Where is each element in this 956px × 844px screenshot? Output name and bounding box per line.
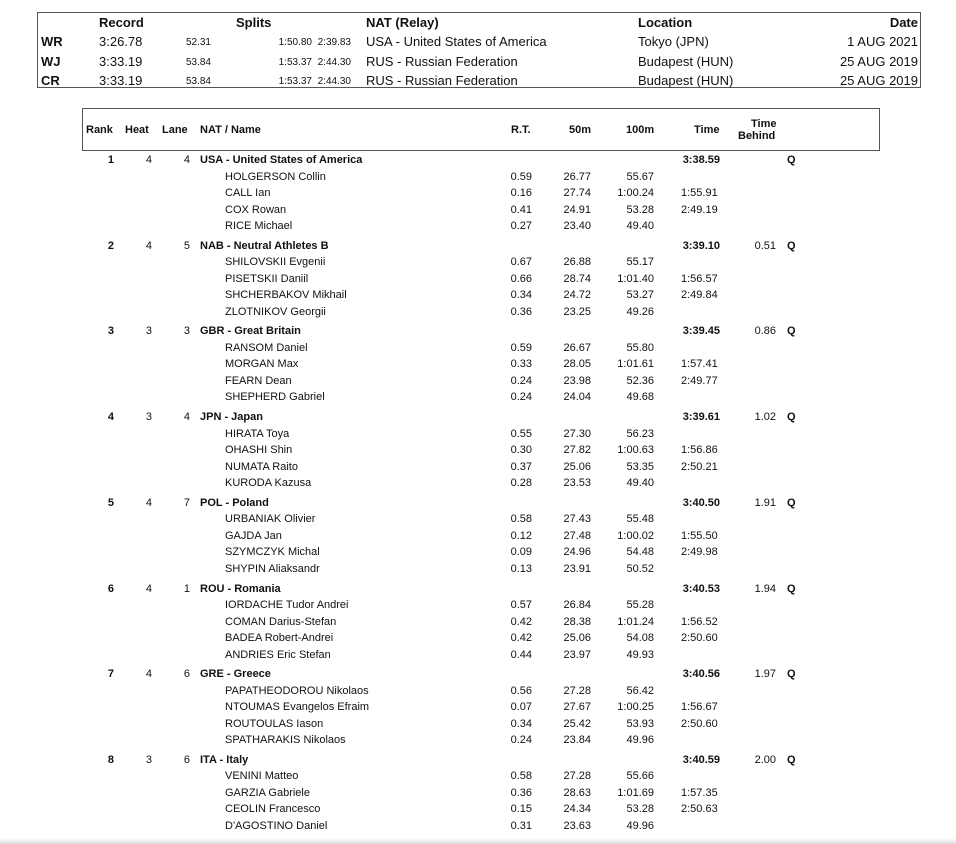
reaction-time: 0.07 [510, 701, 532, 714]
heat: 4 [145, 582, 152, 595]
lane: 7 [183, 496, 190, 509]
team-time: 3:39.61 [682, 411, 720, 424]
split-50m: 23.97 [563, 648, 591, 661]
team-time: 3:39.45 [682, 325, 720, 338]
record-split-2: 1:53.37 [278, 76, 312, 87]
record-split-2: 1:50.80 [278, 37, 312, 48]
team-name: JPN - Japan [200, 411, 263, 424]
swimmer-name: CEOLIN Francesco [225, 803, 321, 816]
record-time: 3:26.78 [99, 34, 143, 49]
reaction-time: 0.30 [510, 444, 532, 457]
split-100m: 49.96 [626, 734, 654, 747]
swimmer-name: SHYPIN Aliaksandr [225, 562, 320, 575]
reaction-time: 0.44 [510, 648, 532, 661]
team-row [0, 153, 956, 169]
swimmer-name: ZLOTNIKOV Georgii [225, 305, 326, 318]
cumulative-time: 1:55.91 [681, 187, 718, 199]
split-50m: 27.30 [563, 427, 591, 440]
record-split-3: 2:44.30 [317, 76, 351, 87]
swimmer-row [0, 802, 956, 818]
split-100m: 49.26 [626, 305, 654, 318]
split-50m: 23.25 [563, 305, 591, 318]
reaction-time: 0.16 [510, 187, 532, 199]
qualified-mark: Q [787, 325, 796, 338]
split-100m: 55.80 [626, 341, 654, 354]
swimmer-name: VENINI Matteo [225, 770, 299, 783]
split-50m: 26.67 [563, 341, 591, 354]
reaction-time: 0.55 [510, 427, 532, 440]
time-behind: 1.91 [754, 496, 776, 509]
swimmer-name: PAPATHEODOROU Nikolaos [225, 684, 369, 697]
team-row [0, 496, 956, 512]
split-50m: 25.06 [563, 460, 591, 473]
split-100m: 49.68 [626, 391, 654, 404]
records-table [37, 12, 921, 88]
heat: 4 [145, 496, 152, 509]
reaction-time: 0.36 [510, 305, 532, 318]
split-50m: 28.63 [563, 786, 591, 799]
record-split-1: 52.31 [185, 37, 211, 48]
split-100m: 55.48 [626, 513, 654, 526]
record-nat: USA - United States of America [366, 34, 547, 49]
split-50m: 23.98 [563, 374, 591, 387]
swimmer-name: NUMATA Raito [225, 460, 298, 473]
split-50m: 23.63 [563, 819, 591, 832]
cumulative-time: 2:49.77 [681, 374, 718, 387]
team-name: GBR - Great Britain [200, 325, 301, 338]
swimmer-row [0, 288, 956, 304]
split-100m: 54.08 [626, 632, 654, 644]
qualified-mark: Q [787, 668, 796, 681]
split-50m: 23.53 [563, 477, 591, 490]
lane: 6 [183, 753, 190, 766]
reaction-time: 0.09 [510, 546, 532, 559]
swimmer-row [0, 186, 956, 202]
qualified-mark: Q [787, 753, 796, 766]
header-100m: 100m [626, 124, 655, 136]
heat: 3 [145, 325, 152, 338]
header-lane: Lane [162, 124, 188, 136]
team-row [0, 324, 956, 340]
swimmer-name: D'AGOSTINO Daniel [225, 819, 328, 832]
page-edge [0, 838, 956, 844]
split-100m: 56.23 [626, 427, 654, 440]
reaction-time: 0.67 [510, 256, 532, 269]
qualified-mark: Q [787, 239, 796, 252]
swimmer-row [0, 460, 956, 476]
swimmer-name: GARZIA Gabriele [225, 786, 310, 799]
swimmer-row [0, 476, 956, 492]
rank: 7 [107, 668, 114, 681]
split-100m: 49.40 [626, 477, 654, 490]
record-code: WR [41, 34, 63, 49]
record-nat: RUS - Russian Federation [366, 53, 518, 69]
swimmer-name: MORGAN Max [225, 358, 299, 371]
record-code: CR [41, 73, 60, 88]
lane: 6 [183, 668, 190, 681]
cumulative-time: 2:50.63 [681, 803, 718, 816]
team-time: 3:38.59 [682, 154, 720, 166]
time-behind: 2.00 [754, 753, 776, 766]
header-date: Date [889, 15, 918, 30]
swimmer-name: OHASHI Shin [225, 444, 293, 457]
swimmer-row [0, 615, 956, 631]
swimmer-name: HOLGERSON Collin [225, 170, 326, 183]
swimmer-row [0, 255, 956, 271]
cumulative-time: 2:50.60 [681, 632, 718, 644]
reaction-time: 0.34 [510, 717, 532, 730]
cumulative-time: 2:49.19 [681, 203, 718, 216]
swimmer-row [0, 631, 956, 647]
swimmer-row [0, 203, 956, 219]
split-50m: 27.43 [563, 513, 591, 526]
heat: 3 [145, 753, 152, 766]
swimmer-row [0, 170, 956, 186]
reaction-time: 0.57 [510, 599, 532, 611]
split-50m: 24.34 [563, 803, 591, 816]
swimmer-row [0, 305, 956, 321]
cumulative-time: 2:49.84 [681, 289, 718, 302]
reaction-time: 0.31 [510, 819, 532, 832]
split-100m: 1:01.40 [617, 272, 654, 285]
cumulative-time: 1:56.57 [681, 272, 718, 285]
swimmer-name: SPATHARAKIS Nikolaos [225, 734, 346, 747]
reaction-time: 0.24 [510, 374, 532, 387]
rank: 5 [107, 496, 114, 509]
team-name: USA - United States of America [200, 154, 363, 166]
header-50m: 50m [569, 124, 592, 136]
record-row [38, 33, 922, 52]
swimmer-row [0, 684, 956, 700]
lane: 3 [183, 325, 190, 338]
split-100m: 1:00.25 [617, 701, 654, 714]
reaction-time: 0.58 [510, 770, 532, 783]
reaction-time: 0.15 [510, 803, 532, 816]
time-behind: 1.94 [754, 582, 776, 595]
split-50m: 27.82 [563, 444, 591, 457]
swimmer-name: GAJDA Jan [225, 529, 282, 542]
cumulative-time: 1:55.50 [681, 529, 718, 542]
record-split-1: 53.84 [185, 76, 211, 87]
split-50m: 24.04 [563, 391, 591, 404]
split-50m: 25.06 [563, 632, 591, 644]
split-50m: 28.74 [563, 272, 591, 285]
cumulative-time: 1:56.52 [681, 615, 718, 628]
team-time: 3:40.50 [682, 496, 720, 509]
time-behind: 0.86 [754, 325, 776, 338]
header-rt: R.T. [511, 124, 531, 136]
reaction-time: 0.59 [510, 341, 532, 354]
cumulative-time: 2:50.21 [681, 460, 718, 473]
record-nat: RUS - Russian Federation [366, 73, 518, 88]
split-100m: 55.66 [626, 770, 654, 783]
time-behind: 1.97 [754, 668, 776, 681]
split-100m: 1:01.61 [617, 358, 654, 371]
team-time: 3:40.53 [682, 582, 720, 595]
record-date: 25 AUG 2019 [839, 53, 918, 69]
swimmer-name: RICE Michael [225, 220, 293, 232]
rank: 1 [107, 154, 114, 166]
split-50m: 27.28 [563, 770, 591, 783]
reaction-time: 0.13 [510, 562, 532, 575]
qualified-mark: Q [787, 496, 796, 509]
team-time: 3:40.59 [682, 753, 720, 766]
reaction-time: 0.12 [510, 529, 532, 542]
split-100m: 52.36 [626, 374, 654, 387]
swimmer-row [0, 819, 956, 835]
swimmer-row [0, 733, 956, 749]
split-50m: 26.88 [563, 256, 591, 269]
swimmer-name: NTOUMAS Evangelos Efraim [225, 701, 370, 714]
reaction-time: 0.24 [510, 734, 532, 747]
lane: 5 [183, 239, 190, 252]
record-row [38, 72, 922, 91]
swimmer-row [0, 427, 956, 443]
qualified-mark: Q [787, 154, 796, 166]
cumulative-time: 2:50.60 [681, 717, 718, 730]
swimmer-name: URBANIAK Olivier [225, 513, 316, 526]
split-100m: 1:01.69 [617, 786, 654, 799]
swimmer-name: COX Rowan [225, 203, 287, 216]
swimmer-name: COMAN Darius-Stefan [225, 615, 337, 628]
swimmer-name: ROUTOULAS Iason [225, 717, 324, 730]
swimmer-row [0, 769, 956, 785]
team-row [0, 410, 956, 426]
rank: 2 [107, 239, 114, 252]
split-50m: 28.05 [563, 358, 591, 371]
rank: 8 [107, 753, 114, 766]
split-100m: 53.93 [626, 717, 654, 730]
split-50m: 24.96 [563, 546, 591, 559]
swimmer-row [0, 219, 956, 235]
split-100m: 53.28 [626, 203, 654, 216]
header-heat: Heat [125, 124, 149, 136]
swimmer-name: KURODA Kazusa [225, 477, 312, 490]
cumulative-time: 1:57.35 [681, 786, 718, 799]
swimmer-row [0, 341, 956, 357]
split-50m: 27.74 [563, 187, 591, 199]
swimmer-name: HIRATA Toya [225, 427, 290, 440]
reaction-time: 0.34 [510, 289, 532, 302]
swimmer-name: IORDACHE Tudor Andrei [225, 599, 349, 611]
split-50m: 27.48 [563, 529, 591, 542]
reaction-time: 0.56 [510, 684, 532, 697]
split-50m: 23.91 [563, 562, 591, 575]
record-date: 1 AUG 2021 [847, 34, 918, 49]
swimmer-name: FEARN Dean [225, 374, 292, 387]
split-100m: 53.35 [626, 460, 654, 473]
split-100m: 54.48 [626, 546, 654, 559]
swimmer-row [0, 390, 956, 406]
cumulative-time: 1:57.41 [681, 358, 718, 371]
split-50m: 28.38 [563, 615, 591, 628]
header-name: NAT / Name [200, 124, 261, 136]
reaction-time: 0.41 [510, 203, 532, 216]
swimmer-row [0, 443, 956, 459]
team-name: GRE - Greece [200, 668, 271, 681]
swimmer-name: PISETSKII Daniil [225, 272, 309, 285]
split-50m: 23.40 [563, 220, 591, 232]
lane: 4 [183, 411, 190, 424]
record-location: Tokyo (JPN) [638, 34, 709, 49]
swimmer-name: CALL Ian [225, 187, 271, 199]
record-split-3: 2:39.83 [317, 37, 351, 48]
split-100m: 1:00.02 [617, 529, 654, 542]
record-time: 3:33.19 [99, 73, 143, 88]
reaction-time: 0.42 [510, 615, 532, 628]
team-time: 3:40.56 [682, 668, 720, 681]
swimmer-name: SHCHERBAKOV Mikhail [225, 289, 347, 302]
split-50m: 27.28 [563, 684, 591, 697]
swimmer-row [0, 717, 956, 733]
reaction-time: 0.33 [510, 358, 532, 371]
record-row [38, 53, 922, 72]
split-100m: 49.40 [626, 220, 654, 232]
team-name: ROU - Romania [200, 582, 281, 595]
header-behind-2: Behind [738, 130, 776, 142]
record-split-2: 1:53.37 [278, 56, 312, 68]
reaction-time: 0.59 [510, 170, 532, 183]
heat: 3 [145, 411, 152, 424]
time-behind: 0.51 [754, 239, 776, 252]
team-name: ITA - Italy [200, 753, 249, 766]
split-50m: 24.72 [563, 289, 591, 302]
reaction-time: 0.27 [510, 220, 532, 232]
record-location: Budapest (HUN) [638, 53, 734, 69]
cumulative-time: 1:56.67 [681, 701, 718, 714]
header-record: Record [99, 15, 144, 30]
team-row [0, 667, 956, 683]
split-100m: 49.96 [626, 819, 654, 832]
header-nat: NAT (Relay) [366, 15, 439, 30]
split-50m: 27.67 [563, 701, 591, 714]
reaction-time: 0.42 [510, 632, 532, 644]
split-50m: 25.42 [563, 717, 591, 730]
swimmer-name: SZYMCZYK Michal [225, 546, 320, 559]
header-behind-1: Time [751, 118, 777, 130]
swimmer-row [0, 374, 956, 390]
reaction-time: 0.37 [510, 460, 532, 473]
swimmer-row [0, 357, 956, 373]
swimmer-name: SHEPHERD Gabriel [225, 391, 325, 404]
rank: 3 [107, 325, 114, 338]
swimmer-row [0, 529, 956, 545]
split-50m: 23.84 [563, 734, 591, 747]
split-100m: 1:00.63 [617, 444, 654, 457]
record-time: 3:33.19 [99, 53, 143, 69]
reaction-time: 0.36 [510, 786, 532, 799]
split-100m: 53.27 [626, 289, 654, 302]
swimmer-row [0, 562, 956, 578]
header-location: Location [638, 15, 693, 30]
results-header [82, 108, 880, 151]
heat: 4 [145, 239, 152, 252]
record-code: WJ [41, 53, 61, 69]
reaction-time: 0.66 [510, 272, 532, 285]
rank: 6 [107, 582, 114, 595]
record-location: Budapest (HUN) [638, 73, 734, 88]
swimmer-row [0, 786, 956, 802]
heat: 4 [145, 154, 152, 166]
qualified-mark: Q [787, 582, 796, 595]
split-50m: 26.84 [563, 599, 591, 611]
split-100m: 50.52 [626, 562, 654, 575]
cumulative-time: 2:49.98 [681, 546, 718, 559]
reaction-time: 0.28 [510, 477, 532, 490]
lane: 1 [183, 582, 190, 595]
record-split-3: 2:44.30 [317, 56, 351, 68]
swimmer-name: RANSOM Daniel [225, 341, 308, 354]
team-name: POL - Poland [200, 496, 269, 509]
split-100m: 55.28 [626, 599, 654, 611]
split-100m: 55.17 [626, 256, 654, 269]
swimmer-row [0, 700, 956, 716]
swimmer-row [0, 272, 956, 288]
swimmer-row [0, 512, 956, 528]
reaction-time: 0.58 [510, 513, 532, 526]
header-rank: Rank [86, 124, 113, 136]
team-row [0, 239, 956, 255]
rank: 4 [107, 411, 114, 424]
split-100m: 1:00.24 [617, 187, 654, 199]
header-time: Time [694, 124, 720, 136]
team-row [0, 582, 956, 598]
split-50m: 26.77 [563, 170, 591, 183]
time-behind: 1.02 [754, 411, 776, 424]
split-100m: 53.28 [626, 803, 654, 816]
swimmer-row [0, 598, 956, 614]
split-50m: 24.91 [563, 203, 591, 216]
swimmer-name: BADEA Robert-Andrei [225, 632, 334, 644]
split-100m: 49.93 [626, 648, 654, 661]
team-name: NAB - Neutral Athletes B [200, 239, 329, 252]
header-splits: Splits [236, 15, 272, 30]
swimmer-name: SHILOVSKII Evgenii [225, 256, 326, 269]
cumulative-time: 1:56.86 [681, 444, 718, 457]
lane: 4 [183, 154, 190, 166]
team-row [0, 753, 956, 769]
records-header [38, 14, 922, 33]
reaction-time: 0.24 [510, 391, 532, 404]
split-100m: 1:01.24 [617, 615, 654, 628]
split-100m: 55.67 [626, 170, 654, 183]
heat: 4 [145, 668, 152, 681]
swimmer-name: ANDRIES Eric Stefan [225, 648, 331, 661]
record-date: 25 AUG 2019 [839, 73, 918, 88]
swimmer-row [0, 648, 956, 664]
qualified-mark: Q [787, 411, 796, 424]
team-time: 3:39.10 [682, 239, 720, 252]
split-100m: 56.42 [626, 684, 654, 697]
record-split-1: 53.84 [185, 56, 211, 68]
swimmer-row [0, 545, 956, 561]
